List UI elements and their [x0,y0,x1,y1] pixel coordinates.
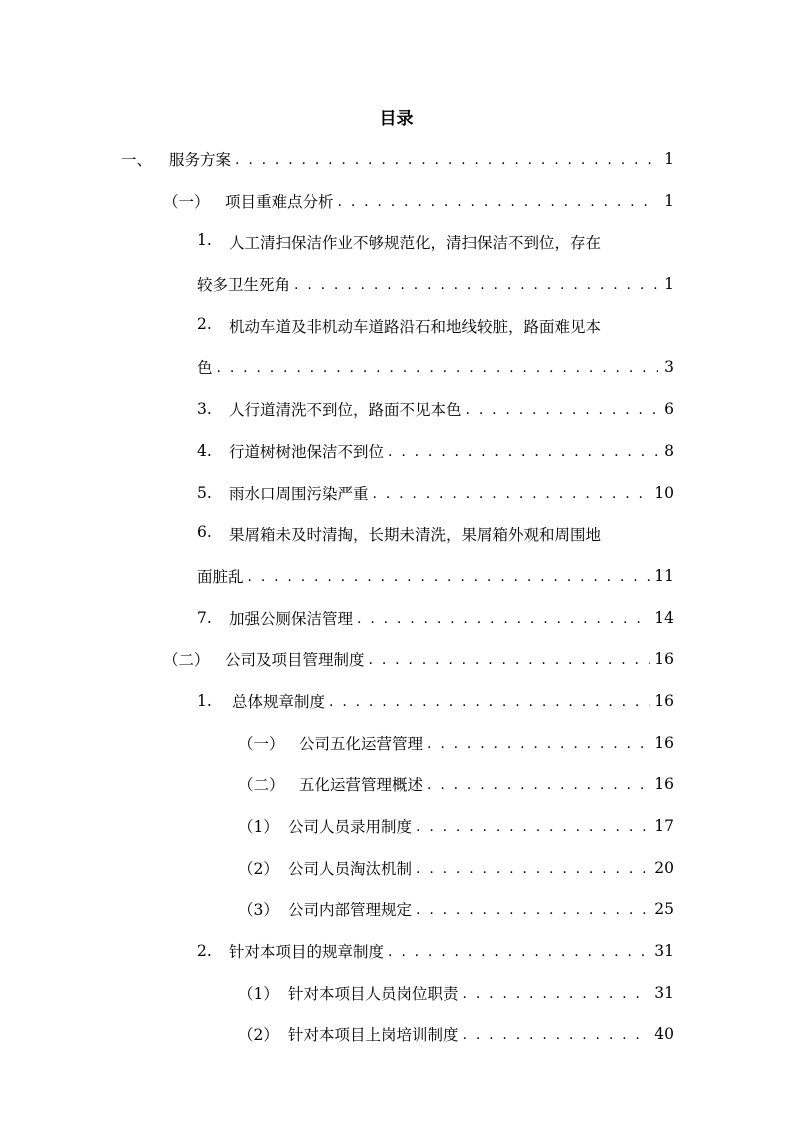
toc-entry[interactable] [197,939,674,963]
toc-page-number: 6 [664,400,674,418]
toc-entry[interactable] [197,439,674,463]
toc-entry-title: 五化运营管理概述 [299,776,424,794]
toc-entry-title: 公司人员淘汰机制 [288,860,413,878]
toc-entry-title: 色 [197,359,213,377]
toc-entry-number: 1. [197,231,212,249]
toc-dot-leader [463,1025,651,1043]
toc-page-number: 8 [664,442,674,460]
toc-dot-leader [369,650,651,668]
toc-entry-number: 1. [197,692,212,710]
toc-page-number: 31 [654,942,674,960]
toc-entry-title: 针对本项目上岗培训制度 [288,1026,459,1044]
toc-entry[interactable] [238,814,674,838]
toc-page-number: 17 [654,817,674,835]
page-title: 目录 [379,109,414,129]
toc-entry-number: 4. [197,442,212,460]
toc-entry-number: 7. [197,609,212,627]
toc-entry-title: 雨水口周围污染严重 [229,485,369,503]
toc-entry[interactable] [163,189,674,213]
toc-dot-leader [217,358,658,376]
toc-dot-leader [388,942,650,960]
toc-entry-title: 公司内部管理规定 [288,901,413,919]
toc-entry[interactable] [197,689,674,713]
toc-entry-number: （3） [238,901,279,919]
toc-entry-title: 总体规章制度 [232,693,326,711]
toc-entry-number: （一） [238,735,285,753]
toc-entry-title: 针对本项目人员岗位职责 [288,985,459,1003]
toc-page-number: 10 [654,484,674,502]
toc-page-number: 3 [664,358,674,376]
toc-entry-number: （1） [238,985,279,1003]
toc-entry-number: （2） [238,1026,279,1044]
toc-entry-number: （2） [238,860,279,878]
toc-entry-title: 服务方案 [169,151,232,169]
toc-entry-title: 行道树树池保洁不到位 [229,443,385,461]
toc-entry[interactable] [197,272,674,296]
toc-dot-leader [338,192,658,210]
toc-entry-number: （二） [163,651,210,669]
toc-entry[interactable] [238,1022,674,1046]
toc-entry-number: （一） [163,193,210,211]
toc-dot-leader [388,442,658,460]
toc-page-number: 1 [664,275,674,293]
toc-entry-title: 公司人员录用制度 [288,818,413,836]
toc-page-number: 14 [654,609,674,627]
toc-entry-title: 加强公厕保洁管理 [229,610,354,628]
toc-entry[interactable] [197,606,674,630]
toc-page-number: 25 [654,900,674,918]
toc-page-number: 16 [654,650,674,668]
toc-entry-title: 公司及项目管理制度 [225,651,365,669]
toc-page-number: 16 [654,734,674,752]
toc-dot-leader [416,817,650,835]
toc-entry-first-line[interactable] [197,522,674,546]
toc-entry[interactable] [121,147,674,171]
toc-entry[interactable] [238,856,674,880]
toc-entry-first-line[interactable] [197,314,674,338]
toc-dot-leader [373,484,651,502]
toc-entry-number: 2. [197,942,212,960]
toc-entry-title: 针对本项目的规章制度 [229,943,385,961]
toc-dot-leader [416,900,650,918]
toc-dot-leader [427,775,650,793]
toc-dot-leader [463,984,651,1002]
toc-entry[interactable] [238,981,674,1005]
toc-entry-number: （二） [238,776,285,794]
toc-page-number: 1 [664,150,674,168]
toc-entry[interactable] [197,355,674,379]
toc-entry-title: 较多卫生死角 [197,276,291,294]
toc-entry[interactable] [238,897,674,921]
toc-dot-leader [416,859,650,877]
toc-entry[interactable] [163,647,674,671]
toc-entry-title: 面脏乱 [197,568,244,586]
toc-dot-leader [248,567,651,585]
toc-entry-title: 公司五化运营管理 [299,735,424,753]
toc-entry[interactable] [197,564,674,588]
toc-dot-leader [235,150,658,168]
toc-page-number: 40 [654,1025,674,1043]
toc-entry-title: 项目重难点分析 [225,193,334,211]
toc-entry[interactable] [197,397,674,421]
toc-entry[interactable] [197,481,674,505]
toc-dot-leader [329,692,650,710]
toc-dot-leader [427,734,650,752]
toc-page-number: 16 [654,692,674,710]
toc-entry-number: 3. [197,400,212,418]
toc-dot-leader [294,275,658,293]
toc-dot-leader [466,400,658,418]
toc-entry[interactable] [238,772,674,796]
toc-entry-title-line1: 人工清扫保洁作业不够规范化，清扫保洁不到位，存在 [229,234,602,252]
toc-entry-number: 5. [197,484,212,502]
toc-page-number: 20 [654,859,674,877]
toc-page-number: 1 [664,192,674,210]
toc-entry-number: 一、 [121,151,153,169]
toc-entry-number: （1） [238,818,279,836]
toc-page-number: 16 [654,775,674,793]
toc-entry-title: 人行道清洗不到位，路面不见本色 [229,401,462,419]
toc-entry-first-line[interactable] [197,230,674,254]
toc-entry[interactable] [238,731,674,755]
toc-entry-title-line1: 机动车道及非机动车道路沿石和地线较脏，路面难见本 [229,318,602,336]
toc-page-number: 11 [654,567,674,585]
toc-entry-title-line1: 果屑箱未及时清掏，长期未清洗，果屑箱外观和周围地 [229,526,602,544]
toc-entry-number: 6. [197,523,212,541]
toc-dot-leader [357,609,650,627]
toc-page-number: 31 [654,984,674,1002]
toc-entry-number: 2. [197,315,212,333]
